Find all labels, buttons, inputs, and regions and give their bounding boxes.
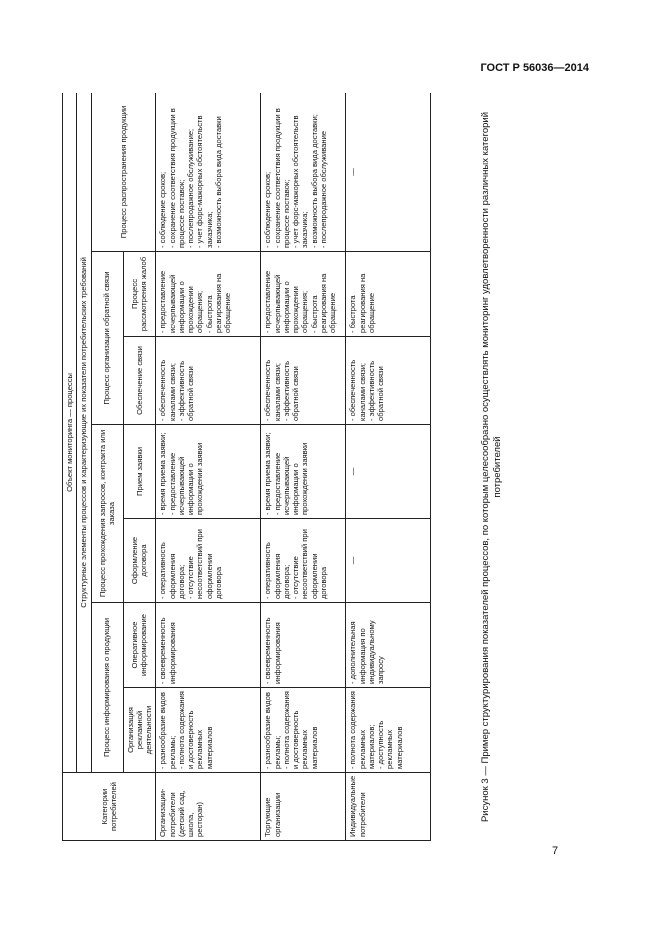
- dash-mark: —: [348, 168, 358, 176]
- cell-line: - доступность рекламных материалов: [376, 720, 404, 769]
- table-row: [346, 93, 431, 841]
- cell-line: - дополнительная информация по индивидуальному запросу: [348, 620, 385, 684]
- table-row: [156, 93, 261, 841]
- cell-line: - предоставление исчерпывающей информации о прохождении обращения;: [158, 270, 205, 333]
- cell-line: - возможность выбора вида доставки: [213, 116, 223, 248]
- cell-line: - время приема заявки;: [263, 432, 273, 515]
- cell-ads: [346, 688, 431, 773]
- cell-line: - послепродажное обслуживание;: [186, 128, 195, 248]
- cell-comm: [346, 337, 431, 425]
- cell-line: - учет форс-мажорных обстоятельств заказчика;: [195, 115, 214, 248]
- rotated-content: [62, 93, 522, 841]
- cell-line: - отсутствие несоответствий при оформлении договора: [291, 529, 328, 599]
- cell-accept: [156, 425, 261, 519]
- table-row: [261, 93, 346, 841]
- cell-line: - быстрота реагирования на обращение: [204, 273, 232, 333]
- cell-line: - оперативность оформления договора;: [263, 542, 291, 599]
- cell-line: Индивидуальные потребители: [348, 775, 367, 837]
- cell-line: Организации-потребители (детский сад, школа, ресторан): [158, 788, 205, 837]
- cell-contract: [156, 519, 261, 603]
- subhead-complaints: Процесс рассмотрения жалоб: [123, 252, 156, 337]
- cell-line: - полнота содержания и достоверность рекламных материалов: [176, 691, 214, 769]
- cell-contract: [346, 519, 431, 603]
- cell-line: - предоставление исчерпывающей информации о прохождении заявки: [167, 442, 205, 515]
- subhead-accept: Прием заявки: [123, 425, 156, 519]
- cell-line: - обеспеченность каналами связи;: [158, 359, 177, 421]
- cell-ads: [156, 688, 261, 773]
- structural-title: Структурные элементы процессов и характеризующие их показатели потребительских требований: [77, 93, 91, 773]
- cell-line: - обеспеченность каналами связи;: [263, 359, 282, 421]
- subhead-contract: Оформление договора: [123, 519, 156, 603]
- figure-caption: Рисунок 3 — Пример структурирования показателей процессов, по которым целесообразно осуществлять мониторинг удовлетворенности различных категорий потребителей: [480, 111, 504, 823]
- cell-complaints: [346, 252, 431, 337]
- cell-line: - соблюдение сроков;: [263, 171, 273, 248]
- cell-line: - разнообразие видов рекламы;: [158, 692, 177, 769]
- cell-ads: [261, 688, 346, 773]
- cell-distribution: [261, 93, 346, 252]
- cell-category: [261, 773, 346, 841]
- dash-mark: —: [348, 556, 358, 565]
- cell-line: - полнота содержания рекламных материалов;: [348, 691, 376, 769]
- dash-mark: —: [348, 467, 358, 476]
- cell-line: - своевременность информирования: [158, 617, 177, 684]
- cell-line: - своевременность информирования: [263, 617, 282, 684]
- cell-distribution: [346, 93, 431, 252]
- cell-line: - оперативность оформления договора;: [158, 542, 186, 599]
- monitoring-table: [62, 93, 431, 841]
- cell-category: [346, 773, 431, 841]
- cell-contract: [261, 519, 346, 603]
- group-distribution: Процесс распространения продукции: [91, 93, 156, 252]
- cell-distribution: [156, 93, 261, 252]
- category-header: Категории потребителей: [63, 773, 156, 841]
- cell-line: - сохранение соответствия продукции в процессе поставок;: [167, 108, 186, 248]
- group-info: Процесс информирования о продукции: [91, 603, 123, 773]
- cell-line: - быстрота реагирования на обращение: [309, 273, 337, 333]
- subhead-comm: Обеспечение связи: [123, 337, 156, 425]
- subhead-prompt: Оперативное информирование: [123, 603, 156, 688]
- cell-line: - предоставление исчерпывающей информации о прохождении обращения;: [263, 270, 310, 333]
- rotated-figure: [62, 93, 522, 841]
- cell-accept: [261, 425, 346, 519]
- cell-line: - отсутствие несоответствий при оформлении договора: [186, 529, 223, 599]
- cell-comm: [261, 337, 346, 425]
- object-title: Объект мониторинга — процессы: [63, 93, 77, 773]
- cell-line: - обеспеченность каналами связи;: [348, 359, 367, 421]
- cell-line: - эффективность обратной связи: [281, 360, 300, 421]
- group-feedback: Процесс организации обратной связи: [91, 252, 123, 425]
- cell-complaints: [261, 252, 346, 337]
- cell-comm: [156, 337, 261, 425]
- cell-line: - учет форс-мажорных обстоятельств заказчика;: [291, 115, 310, 248]
- cell-line: - эффективность обратной связи: [176, 360, 195, 421]
- cell-complaints: [156, 252, 261, 337]
- cell-line: - предоставление исчерпывающей информации о прохождении заявки: [272, 442, 310, 515]
- cell-line: - возможность выбора вида доставки;: [309, 114, 319, 248]
- cell-category: [156, 773, 261, 841]
- subhead-ads: Организация рекламной деятельности: [123, 688, 156, 773]
- cell-prompt: [156, 603, 261, 688]
- standard-number: ГОСТ Р 56036—2014: [480, 62, 589, 74]
- cell-line: - разнообразие видов рекламы;: [263, 692, 282, 769]
- cell-line: Торгующие организации: [263, 792, 282, 837]
- cell-line: - время приема заявки;: [158, 432, 168, 515]
- cell-line: - послепродажное обслуживание: [318, 130, 328, 248]
- page-number: 7: [552, 845, 559, 857]
- cell-prompt: [261, 603, 346, 688]
- cell-line: - соблюдение сроков;: [158, 171, 168, 248]
- cell-prompt: [346, 603, 431, 688]
- table-body: [156, 93, 431, 841]
- cell-line: - быстрота реагирования на обращение: [348, 273, 376, 333]
- cell-line: - эффективность обратной связи: [366, 360, 385, 421]
- group-requests: Процесс прохождения запросов, контракта или заказа: [91, 425, 123, 603]
- cell-line: - сохранение соответствия продукции в процессе поставок;: [272, 108, 291, 248]
- cell-line: - полнота содержания и достоверность рекламных материалов: [281, 691, 319, 769]
- cell-accept: [346, 425, 431, 519]
